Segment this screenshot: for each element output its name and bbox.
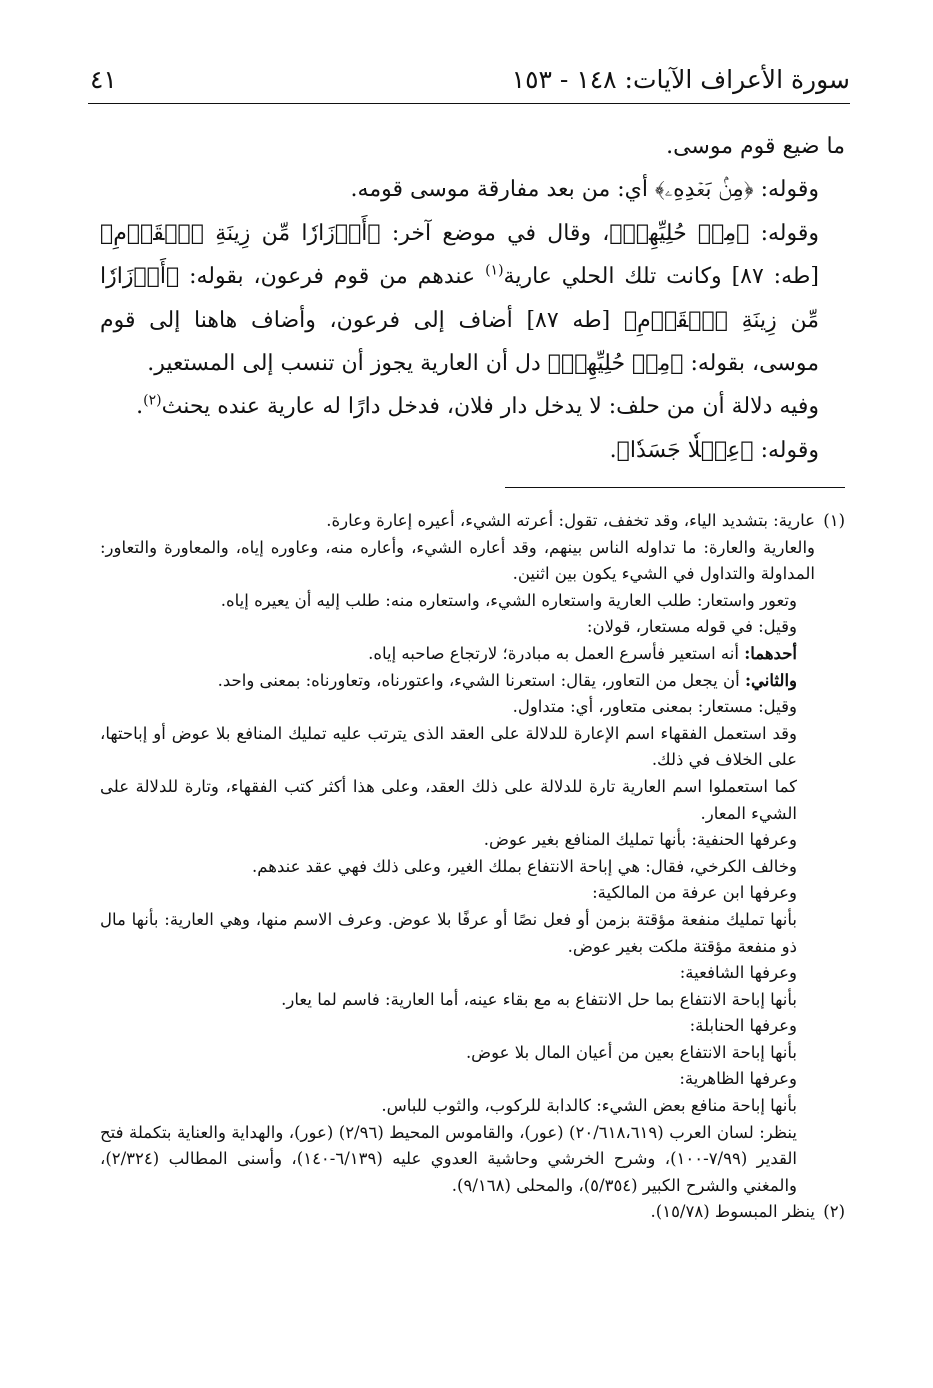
paragraph: وقوله: ﴿مِنۡ حُلِيِّهِمۡ﴾، وقال في موضع آخر: ﴿أَوۡزَارٗا مِّن زِينَةِ ٱلۡقَوۡمِ﴾ [طه: ٨٧] وكانت تلك الحلي عارية$^{(١)}$ عندهم من قوم فرعون، بقوله: ﴿أَوۡزَارٗا مِّن زِينَةِ ٱلۡقَوۡمِ﴾ [طه ٨٧] أضاف إلى فرعون، وأضاف هاهنا إلى قوم موسى، بقوله: ﴿مِنۡ حُلِيِّهِمۡ﴾ دل أن العارية يجوز أن تنسب إلى المستعير. bbox=[100, 220, 819, 377]
footnotes bbox=[100, 508, 845, 1226]
footnote-reference: (١) bbox=[485, 262, 504, 279]
footnote-line: والعارية والعارة: ما تداوله الناس بينهم، وقد أعاره الشيء، وأعاره منه، وعاوره إياه، والمعاورة والتعاور: المداولة والتداول في الشيء يكون بين اثنين. bbox=[100, 537, 815, 584]
footnote-line: وعرفها الشافعية: bbox=[679, 963, 797, 983]
footnote-line: والثاني: أن يجعل من التعاور، يقال: استعرنا الشيء، واعتورناه، وتعاورناه: بمعنى واحد. bbox=[217, 670, 797, 690]
footnote-number: (٢) bbox=[823, 1202, 845, 1222]
footnote-line: وتعور واستعار: طلب العارية واستعاره الشيء، واستعاره منه: طلب إليه أن يعيره إياه. bbox=[220, 590, 797, 610]
footnote-line: بأنها إباحة الانتفاع بعين من أعيان المال بلا عوض. bbox=[465, 1042, 797, 1062]
paragraph: ما ضيع قوم موسى. bbox=[666, 134, 845, 159]
footnote-line: بأنها إباحة الانتفاع بما حل الانتفاع به مع بقاء عينه، أما العارية: فاسم لما يعار. bbox=[281, 989, 797, 1009]
running-title: سورة الأعراف الآيات: ١٤٨ - ١٥٣ bbox=[511, 65, 850, 94]
paragraph: وقوله: ﴿مِنۢ بَعۡدِهِۦ﴾ أي: من بعد مفارقة موسى قومه. bbox=[350, 177, 819, 203]
quran-quote: ﴿مِنۢ بَعۡدِهِۦ﴾ bbox=[655, 177, 754, 203]
footnote-line: وعرفها ابن عرفة من المالكية: bbox=[592, 883, 797, 903]
footnote-line: وعرفها الظاهرية: bbox=[679, 1069, 797, 1089]
page-header bbox=[90, 62, 850, 98]
paragraph: وقوله: ﴿عِجۡلٗا جَسَدٗا﴾. bbox=[609, 437, 819, 463]
paragraph: وفيه دلالة أن من حلف: لا يدخل دار فلان، فدخل دارًا له عارية عنده يحنث$^{(٢)}$. bbox=[136, 393, 819, 420]
footnote-1: (١)عارية: بتشديد الياء، وقد تخفف، تقول: أعرته الشيء، أعيره إعارة وعارة. bbox=[100, 508, 845, 535]
footnote-2: (٢)ينظر المبسوط (١٥/٧٨). bbox=[100, 1199, 845, 1226]
footnote-line: أحدهما: أنه استعير فأسرع العمل به مبادرة؛ لارتجاع صاحبه إياه. bbox=[368, 643, 797, 663]
quran-quote: ﴿أَوۡزَارٗا مِّن زِينَةِ ٱلۡقَوۡمِ﴾ bbox=[100, 264, 819, 333]
quran-quote: ﴿أَوۡزَارٗا مِّن زِينَةِ ٱلۡقَوۡمِ﴾ bbox=[100, 220, 381, 246]
footnote-reference: (٢) bbox=[143, 393, 162, 410]
footnote-line: وعرفها الحنفية: بأنها تمليك المنافع بغير عوض. bbox=[483, 830, 797, 850]
footnote-line: وقيل: مستعار: بمعنى متعاور، أي: متداول. bbox=[512, 697, 797, 717]
footnote-line: بأنها إباحة منافع بعض الشيء: كالدابة للركوب، والثوب للباس. bbox=[381, 1096, 797, 1116]
quran-quote: ﴿مِنۡ حُلِيِّهِمۡ﴾ bbox=[547, 351, 684, 377]
quran-quote: ﴿عِجۡلٗا جَسَدٗا﴾ bbox=[616, 437, 754, 463]
footnote-line: وقد استعمل الفقهاء اسم الإعارة للدلالة على العقد الذى يترتب عليه تمليك المنافع بلا عوض أو إباحتها، على الخلاف في ذلك. bbox=[100, 723, 797, 770]
main-text bbox=[100, 125, 845, 472]
page-number: ٤١ bbox=[90, 65, 117, 94]
header-divider bbox=[88, 103, 850, 104]
footnote-line: بأنها تمليك منفعة مؤقتة بزمن أو فعل نصًا أو عرفًا بلا عوض. وعرف الاسم منها، وهي العارية: بأنها مال ذو منفعة مؤقتة ملكت بغير عوض. bbox=[100, 909, 797, 956]
footnote-line: كما استعملوا اسم العارية تارة للدلالة على ذلك العقد، وعلى هذا أكثر كتب الفقهاء، وتارة للدلالة على الشيء المعار. bbox=[100, 776, 797, 823]
footnote-divider bbox=[505, 487, 845, 488]
quran-quote: ﴿مِنۡ حُلِيِّهِمۡ﴾ bbox=[609, 220, 750, 246]
footnote-line: ينظر: لسان العرب (٢٠/٦١٨،٦١٩) (عور)، والقاموس المحيط (٢/٩٦) (عور)، والهداية والعناية بتكملة فتح القدير (٧/٩٩-١٠٠)، وشرح الخرشي وحاشية العدوي عليه (٦/١٣٩-١٤٠)، وأسنى المطالب (٢/٣٢٤)، والمغني والشرح الكبير (٥/٣٥٤)، والمحلى (٩/١٦٨). bbox=[100, 1122, 797, 1195]
footnote-number: (١) bbox=[823, 511, 845, 530]
footnote-line: وعرفها الحنابلة: bbox=[689, 1016, 797, 1036]
footnote-line: وخالف الكرخي، فقال: هي إباحة الانتفاع بملك الغير، وعلى ذلك فهي عقد عندهم. bbox=[252, 856, 797, 876]
footnote-line: وقيل: في قوله مستعار، قولان: bbox=[586, 617, 797, 637]
